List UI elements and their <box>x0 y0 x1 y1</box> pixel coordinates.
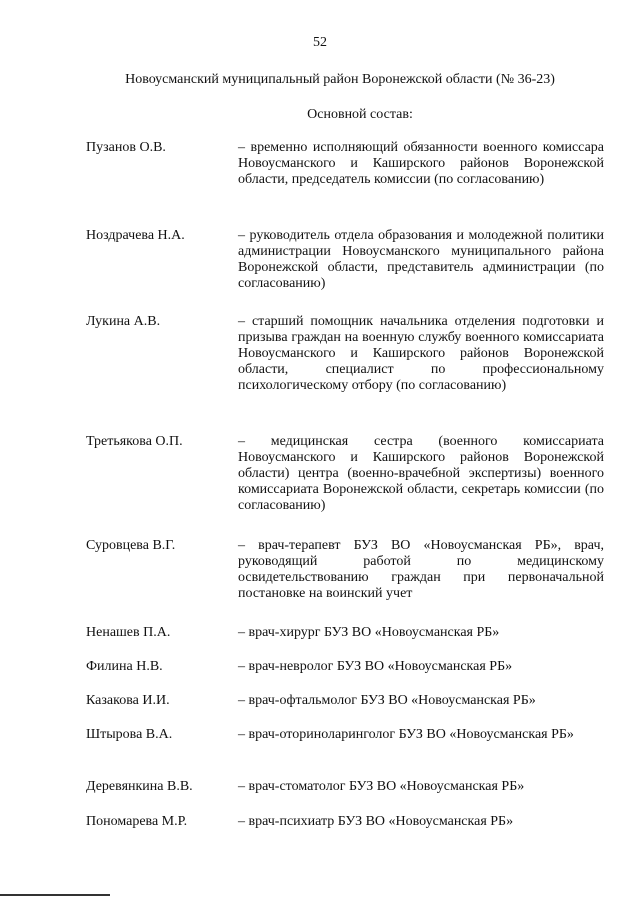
member-name: Казакова И.И. <box>86 693 170 708</box>
member-name: Пузанов О.В. <box>86 140 166 155</box>
member-description: – руководитель отдела образования и молодежной политики администрации Новоусманского муниципального района Воронежской области, представитель администрации (по согласованию) <box>238 228 604 291</box>
member-name: Суровцева В.Г. <box>86 538 176 553</box>
member-name: Деревянкина В.В. <box>86 779 193 794</box>
member-description: – врач-психиатр БУЗ ВО «Новоусманская РБ» <box>238 814 514 829</box>
member-name: Третьякова О.П. <box>86 434 183 449</box>
member-name: Филина Н.В. <box>86 659 163 674</box>
member-name: Пономарева М.Р. <box>86 814 188 829</box>
district-title: Новоусманский муниципальный район Воронежской области (№ 36-23) <box>125 72 555 87</box>
section-heading: Основной состав: <box>307 107 413 122</box>
member-description: – врач-терапевт БУЗ ВО «Новоусманская РБ», врач, руководящий работой по медицинскому освидетельствованию граждан при первоначальной постановке на воинский учет <box>238 538 604 601</box>
member-name: Ноздрачева Н.А. <box>86 228 185 243</box>
member-description: – врач-офтальмолог БУЗ ВО «Новоусманская РБ» <box>238 693 536 708</box>
member-description: – медицинская сестра (военного комиссариата Новоусманского и Каширского районов Воронежской области) центра (военно-врачебной экспертизы) военного комиссариата Воронежской области, секретарь комиссии (по согласованию) <box>238 434 604 513</box>
member-description: – врач-стоматолог БУЗ ВО «Новоусманская РБ» <box>238 779 525 794</box>
member-name: Штырова В.А. <box>86 727 173 742</box>
member-name: Ненашев П.А. <box>86 625 171 640</box>
bottom-rule <box>0 894 110 896</box>
member-description: – временно исполняющий обязанности военного комиссара Новоусманского и Каширского районов Воронежской области, председатель комиссии (по согласованию) <box>238 140 604 187</box>
member-description: – врач-хирург БУЗ ВО «Новоусманская РБ» <box>238 625 500 640</box>
member-name: Лукина А.В. <box>86 314 161 329</box>
member-description: – старший помощник начальника отделения подготовки и призыва граждан на военную службу военного комиссариата Новоусманского и Каширского районов Воронежской области, специалист по профессиональному психологическому отбору (по согласованию) <box>238 314 604 393</box>
member-description: – врач-оториноларинголог БУЗ ВО «Новоусманская РБ» <box>238 727 574 742</box>
member-description: – врач-невролог БУЗ ВО «Новоусманская РБ» <box>238 659 513 674</box>
page-number: 52 <box>313 35 327 50</box>
